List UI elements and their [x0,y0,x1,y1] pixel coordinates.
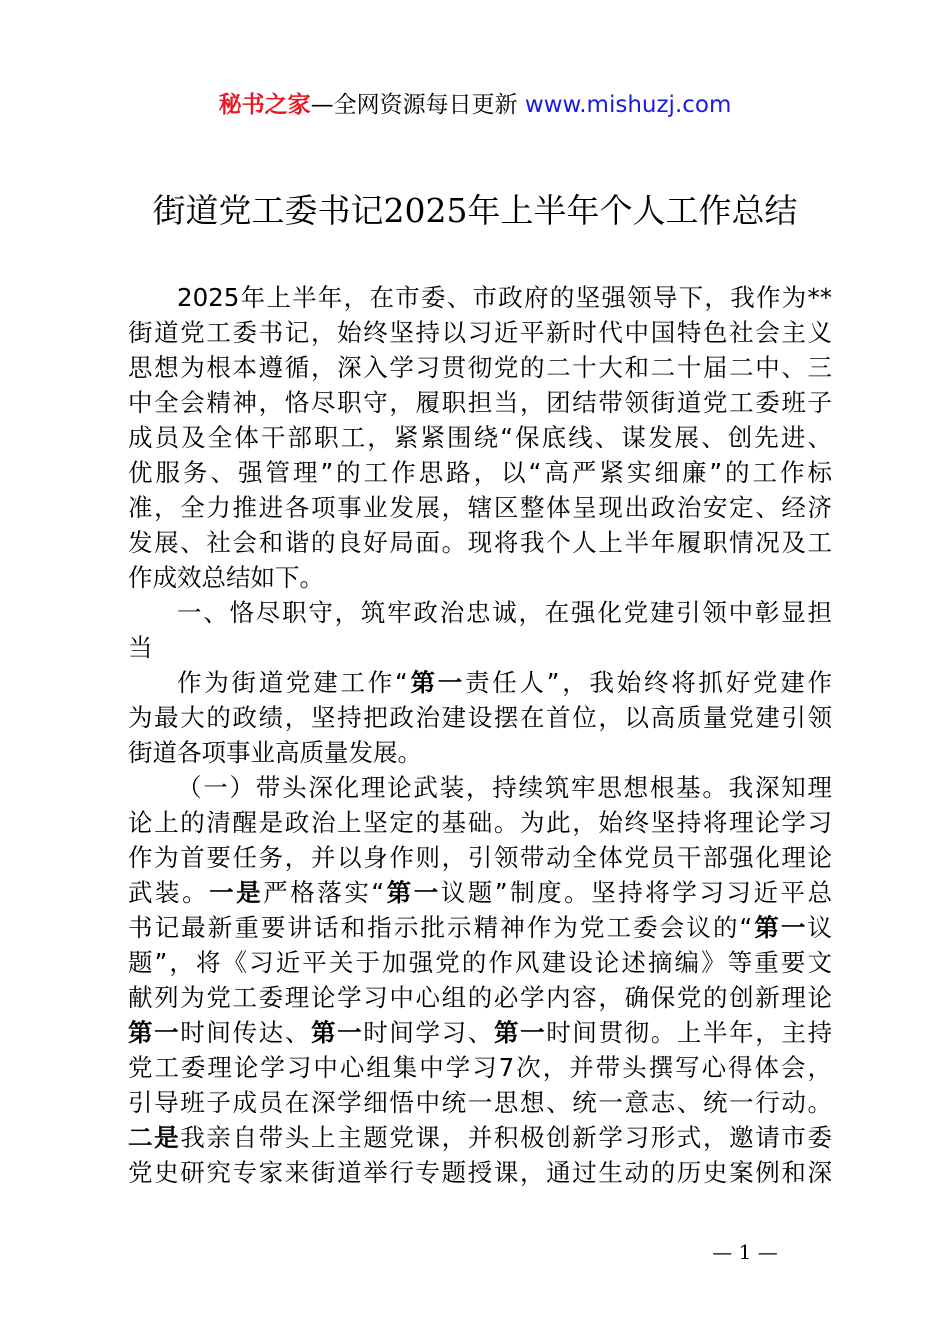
paragraph-line: 思想为根本遵循，深入学习贯彻党的二十大和二十届二中、三 [128,353,832,382]
paragraph-line: 党工委理论学习中心组集中学习7次，并带头撰写心得体会， [128,1053,832,1082]
paragraph-line: 优服务、强管理”的工作思路，以“高严紧实细廉”的工作标 [128,458,832,487]
paragraph-line: 党史研究专家来街道举行专题授课，通过生动的历史案例和深 [128,1158,832,1187]
paragraph-line: 二是我亲自带头上主题党课，并积极创新学习形式，邀请市委 [128,1123,832,1152]
document-body [128,280,832,1190]
paragraph-line: 准，全力推进各项事业发展，辖区整体呈现出政治安定、经济 [128,493,832,522]
section-heading-line: 一、恪尽职守，筑牢政治忠诚，在强化党建引领中彰显担 [177,598,832,627]
site-url-link[interactable]: www.mishuzj.com [524,92,732,118]
section-heading-line: 当 [128,633,153,662]
paragraph-line: 中全会精神，恪尽职守，履职担当，团结带领街道党工委班子 [128,388,832,417]
paragraph-line: 2025年上半年，在市委、市政府的坚强领导下，我作为** [177,283,832,312]
paragraph-line: 第一时间传达、第一时间学习、第一时间贯彻。上半年，主持 [128,1018,832,1047]
site-brand: 秘书之家 [218,92,311,118]
paragraph-line: （一）带头深化理论武装，持续筑牢思想根基。我深知理 [177,773,832,802]
paragraph-line: 发展、社会和谐的良好局面。现将我个人上半年履职情况及工 [128,528,832,557]
paragraph-line: 成员及全体干部职工，紧紧围绕“保底线、谋发展、创先进、 [128,423,832,452]
paragraph-line: 作为首要任务，并以身作则，引领带动全体党员干部强化理论 [128,843,832,872]
paragraph-line: 作成效总结如下。 [128,563,324,592]
page-number: — 1 — [712,1240,778,1264]
paragraph-line: 引导班子成员在深学细悟中统一思想、统一意志、统一行动。 [128,1088,832,1117]
paragraph-line: 街道各项事业高质量发展。 [128,738,422,767]
paragraph-line: 武装。一是严格落实“第一议题”制度。坚持将学习习近平总 [128,878,832,907]
paragraph-line: 为最大的政绩，坚持把政治建设摆在首位，以高质量党建引领 [128,703,832,732]
paragraph-line: 街道党工委书记，始终坚持以习近平新时代中国特色社会主义 [128,318,832,347]
paragraph-line: 题”，将《习近平关于加强党的作风建设论述摘编》等重要文 [128,948,832,977]
paragraph-line: 献列为党工委理论学习中心组的必学内容，确保党的创新理论 [128,983,832,1012]
paragraph-line: 作为街道党建工作“第一责任人”，我始终将抓好党建作 [177,668,832,697]
paragraph-line: 书记最新重要讲话和指示批示精神作为党工委会议的“第一议 [128,913,832,942]
site-tagline: —全网资源每日更新 [310,92,525,118]
paragraph-line: 论上的清醒是政治上坚定的基础。为此，始终坚持将理论学习 [128,808,832,837]
document-title: 街道党工委书记2025年上半年个人工作总结 [152,191,798,230]
site-header [0,88,950,122]
